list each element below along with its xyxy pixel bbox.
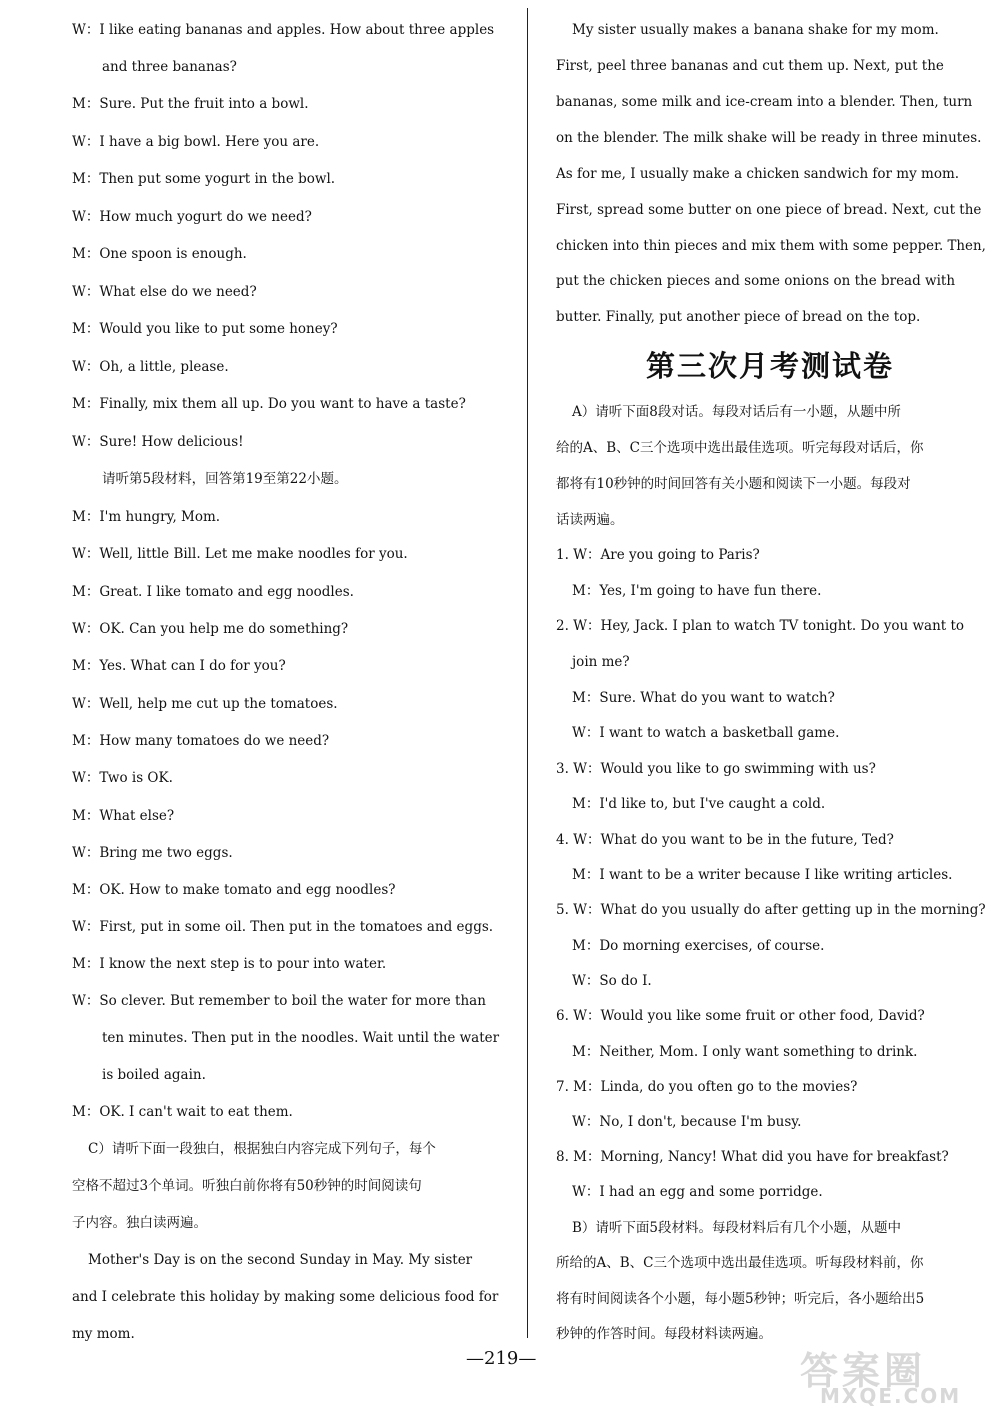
text-line: M：Sure. Put the fruit into a bowl. — [72, 96, 309, 112]
text-line: 6. W：Would you like some fruit or other food, David? — [556, 1008, 925, 1024]
text-line: W：No, I don't, because I'm busy. — [572, 1114, 802, 1130]
text-line: 都将有10秒钟的时间回答有关小题和阅读下一小题。每段对 — [556, 476, 911, 492]
watermark-text: 答案圈 — [800, 1349, 927, 1393]
text-line: chicken into thin pieces and mix them with some pepper. Then, — [556, 238, 986, 254]
text-line: 1. W：Are you going to Paris? — [556, 547, 760, 563]
text-line: W：Two is OK. — [72, 770, 173, 786]
text-line: First, spread some butter on one piece of bread. Next, cut the — [556, 202, 982, 218]
text-line: W：I like eating bananas and apples. How about three apples — [72, 22, 495, 38]
text-line: M：Do morning exercises, of course. — [572, 938, 825, 954]
text-line: W：I had an egg and some porridge. — [572, 1184, 823, 1200]
text-line: M：I'm hungry, Mom. — [72, 509, 221, 525]
text-line: W：First, put in some oil. Then put in the tomatoes and eggs. — [72, 919, 494, 935]
text-line: 请听第5段材料，回答第19至第22小题。 — [102, 471, 348, 487]
text-line: W：So clever. But remember to boil the water for more than — [72, 993, 486, 1009]
text-line: W：I have a big bowl. Here you are. — [72, 134, 320, 150]
text-line: M：One spoon is enough. — [72, 246, 247, 262]
text-line: 所给的A、B、C三个选项中选出最佳选项。听每段材料前，你 — [556, 1255, 924, 1271]
text-line: M：Then put some yogurt in the bowl. — [72, 171, 336, 187]
text-line: on the blender. The milk shake will be ready in three minutes. — [556, 130, 982, 146]
text-line: M：Great. I like tomato and egg noodles. — [72, 584, 354, 600]
watermark-url: MXQE.COM — [820, 1384, 962, 1408]
text-line: B）请听下面5段材料。每段材料后有几个小题，从题中 — [572, 1220, 902, 1236]
text-line: and I celebrate this holiday by making some delicious food for — [72, 1289, 499, 1305]
text-line: M：OK. I can't wait to eat them. — [72, 1104, 293, 1120]
text-line: W：So do I. — [572, 973, 652, 989]
text-line: W：Sure! How delicious! — [72, 434, 244, 450]
text-line: and three bananas? — [102, 59, 237, 75]
text-line: M：Yes. What can I do for you? — [72, 658, 286, 674]
text-line: 给的A、B、C三个选项中选出最佳选项。听完每段对话后，你 — [556, 440, 924, 456]
column-divider — [527, 8, 528, 1338]
text-line: 子内容。独白读两遍。 — [72, 1215, 207, 1231]
text-line: M：OK. How to make tomato and egg noodles? — [72, 882, 396, 898]
text-line: my mom. — [72, 1326, 135, 1342]
text-line: W：Oh, a little, please. — [72, 359, 229, 375]
text-line: put the chicken pieces and some onions on the bread with — [556, 273, 956, 289]
text-line: M：Would you like to put some honey? — [72, 321, 338, 337]
text-line: 秒钟的作答时间。每段材料读两遍。 — [556, 1326, 772, 1342]
text-line: M：What else? — [72, 808, 175, 824]
text-line: 空格不超过3个单词。听独白前你将有50秒钟的时间阅读句 — [72, 1178, 422, 1194]
text-line: W：How much yogurt do we need? — [72, 209, 312, 225]
text-line: W：What else do we need? — [72, 284, 257, 300]
text-line: bananas, some milk and ice-cream into a blender. Then, turn — [556, 94, 973, 110]
text-line: 5. W：What do you usually do after getting up in the morning? — [556, 902, 986, 918]
text-line: 7. M：Linda, do you often go to the movies? — [556, 1079, 858, 1095]
text-line: C）请听下面一段独白，根据独白内容完成下列句子，每个 — [88, 1141, 436, 1157]
text-line: As for me, I usually make a chicken sandwich for my mom. — [556, 166, 960, 182]
text-line: M：How many tomatoes do we need? — [72, 733, 330, 749]
text-line: M：Neither, Mom. I only want something to drink. — [572, 1044, 918, 1060]
text-line: 2. W：Hey, Jack. I plan to watch TV tonight. Do you want to — [556, 618, 965, 634]
text-line: 8. M：Morning, Nancy! What did you have for breakfast? — [556, 1149, 949, 1165]
text-line: butter. Finally, put another piece of bread on the top. — [556, 309, 921, 325]
section-title: 第三次月考测试卷 — [646, 349, 895, 383]
text-line: First, peel three bananas and cut them up. Next, put the — [556, 58, 944, 74]
text-line: M：Sure. What do you want to watch? — [572, 690, 835, 706]
text-line: W：I want to watch a basketball game. — [572, 725, 840, 741]
text-line: My sister usually makes a banana shake for my mom. — [572, 22, 939, 38]
text-line: join me? — [572, 654, 630, 670]
text-line: M：I know the next step is to pour into water. — [72, 956, 387, 972]
text-line: M：Yes, I'm going to have fun there. — [572, 583, 822, 599]
page-number: —219— — [466, 1348, 537, 1369]
text-line: ten minutes. Then put in the noodles. Wait until the water — [102, 1030, 500, 1046]
text-line: 话读两遍。 — [556, 512, 624, 528]
text-line: W：Well, little Bill. Let me make noodles for you. — [72, 546, 408, 562]
text-line: A）请听下面8段对话。每段对话后有一小题，从题中所 — [572, 404, 901, 420]
text-line: M：I'd like to, but I've caught a cold. — [572, 796, 826, 812]
text-line: 4. W：What do you want to be in the future, Ted? — [556, 832, 894, 848]
text-line: W：Well, help me cut up the tomatoes. — [72, 696, 338, 712]
text-line: 将有时间阅读各个小题，每小题5秒钟；听完后，各小题给出5 — [556, 1291, 925, 1307]
watermark-logo — [760, 1340, 990, 1410]
text-line: W：Bring me two eggs. — [72, 845, 233, 861]
text-line: Mother's Day is on the second Sunday in May. My sister — [88, 1252, 473, 1268]
text-line: 3. W：Would you like to go swimming with us? — [556, 761, 876, 777]
text-line: M：I want to be a writer because I like writing articles. — [572, 867, 953, 883]
text-line: is boiled again. — [102, 1067, 206, 1083]
text-line: W：OK. Can you help me do something? — [72, 621, 349, 637]
text-line: M：Finally, mix them all up. Do you want to have a taste? — [72, 396, 466, 412]
